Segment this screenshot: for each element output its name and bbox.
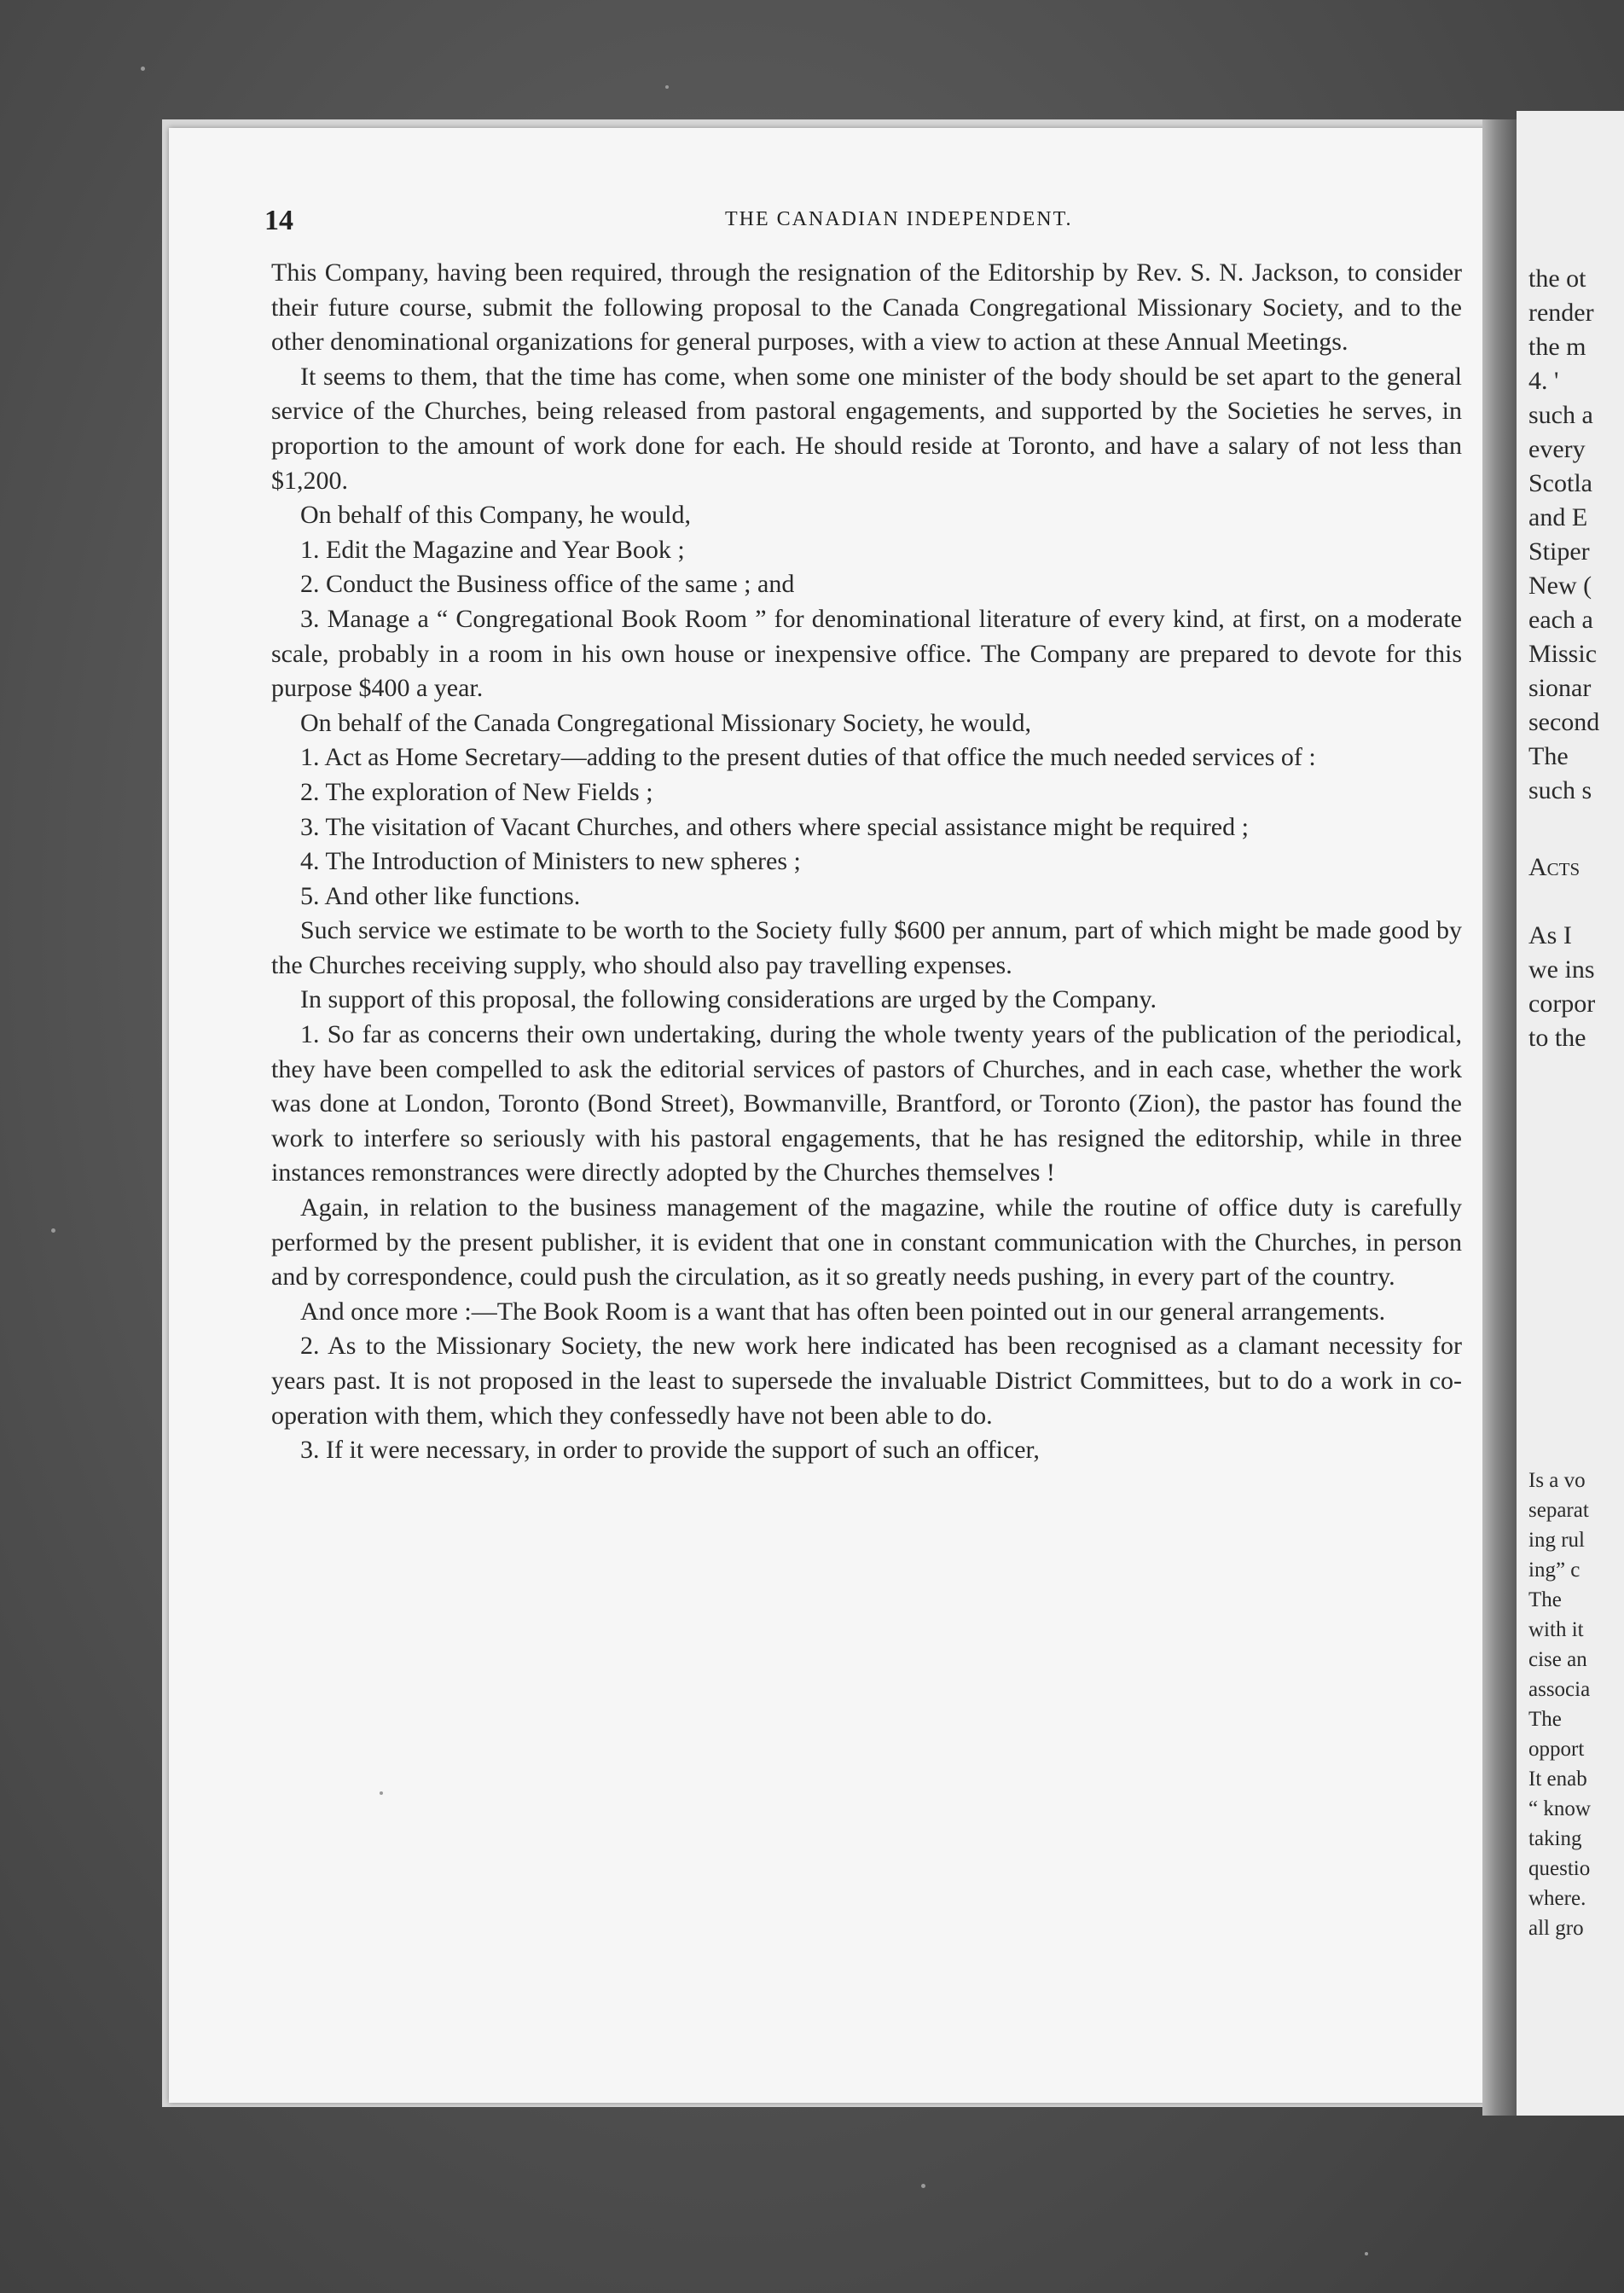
adjacent-line: cise an — [1528, 1648, 1587, 1671]
adjacent-line: corpor — [1528, 990, 1596, 1018]
list-item: 1. Act as Home Secretary—adding to the present duties of that office the much needed services of : — [300, 743, 1316, 772]
scan-speck — [380, 1791, 383, 1795]
adjacent-line: “ know — [1528, 1797, 1591, 1820]
adjacent-line: we ins — [1528, 955, 1595, 984]
adjacent-line: render — [1528, 299, 1594, 327]
list-item: 1. Edit the Magazine and Year Book ; — [300, 535, 685, 564]
adjacent-line: associa — [1528, 1678, 1591, 1701]
list-item: 4. The Introduction of Ministers to new spheres ; — [300, 847, 801, 876]
adjacent-line: Scotla — [1528, 469, 1592, 497]
adjacent-line: Missic — [1528, 640, 1598, 668]
adjacent-line: all gro — [1528, 1917, 1584, 1940]
adjacent-line: such s — [1528, 776, 1592, 804]
adjacent-line: As I — [1528, 921, 1572, 949]
adjacent-line: where. — [1528, 1887, 1586, 1910]
adjacent-line: second — [1528, 708, 1600, 736]
paragraph: And once more :—The Book Room is a want that has often been pointed out in our general arrangements. — [300, 1297, 1386, 1326]
scan-speck — [141, 67, 145, 71]
adjacent-line: such a — [1528, 401, 1593, 429]
adjacent-line: Is a vo — [1528, 1469, 1586, 1492]
page-number: 14 — [264, 205, 293, 236]
adjacent-line: opport — [1528, 1738, 1585, 1761]
list-item: 3. The visitation of Vacant Churches, and others where special assistance might be required ; — [300, 812, 1249, 841]
adjacent-line: each a — [1528, 606, 1593, 634]
paragraph: On behalf of the Canada Congregational Missionary Society, he would, — [300, 708, 1032, 737]
adjacent-line: ing rul — [1528, 1529, 1585, 1552]
adjacent-line: The — [1528, 742, 1569, 770]
adjacent-line: taking — [1528, 1827, 1582, 1850]
list-item: 2. Conduct the Business office of the same ; and — [300, 570, 795, 599]
scan-speck — [1365, 2252, 1368, 2255]
adjacent-line: Stiper — [1528, 537, 1590, 566]
adjacent-line: ing” c — [1528, 1559, 1580, 1582]
paragraph: It seems to them, that the time has come, when some one minister of the body should be set apart to the general service of the Churches, being released from pastoral engagements, and supported by the Societies he serves, in proportion to the amount of work done for each. He should reside at Toronto, and have a salary of not less than $1,200. — [271, 362, 1462, 495]
list-item: 1. So far as concerns their own undertaking, during the whole twenty years of the publication of the periodical, they have been compelled to ask the editorial services of pastors of Churches, and in each case, whether the work was done at London, Toronto (Bond Street), Bowmanville, Brantford, or Toronto (Zion), the pastor has found the work to interfere so seriously with his pastoral engagements, that he has resigned the editorship, while in three instances remonstrances were directly adopted by the Churches themselves ! — [271, 1020, 1462, 1187]
adjacent-line: 4. ' — [1528, 367, 1559, 395]
adjacent-line: sionar — [1528, 674, 1592, 702]
adjacent-line: separat — [1528, 1499, 1589, 1522]
page-header — [0, 205, 1624, 239]
paragraph: This Company, having been required, through the resignation of the Editorship by Rev. S. N. Jackson, to consider their future course, submit the following proposal to the Canada Congregational Missionary Society, and to the other denominational organizations for general purposes, with a view to action at these Annual Meetings. — [271, 258, 1462, 357]
adjacent-line: and E — [1528, 503, 1588, 531]
running-title: THE CANADIAN INDEPENDENT. — [725, 208, 1073, 230]
list-item: 3. Manage a “ Congregational Book Room ” for denominational literature of every kind, at first, on a moderate scale, probably in a room in his own house or inexpensive office. The Company are prepared to devote for this purpose $400 a year. — [271, 604, 1462, 703]
paragraph: Such service we estimate to be worth to the Society fully $600 per annum, part of which might be made good by the Churches receiving supply, who should also pay travelling expenses. — [271, 916, 1462, 979]
adjacent-line: The — [1528, 1588, 1562, 1611]
list-item: 5. And other like functions. — [300, 881, 581, 910]
scan-speck — [51, 1228, 55, 1233]
paragraph: Again, in relation to the business management of the magazine, while the routine of office duty is carefully performed by the present publisher, it is evident that one in constant communication with the Churches, in person and by correspondence, could push the circulation, as it so greatly needs pushing, in every part of the country. — [271, 1193, 1462, 1292]
adjacent-line: questio — [1528, 1857, 1591, 1880]
adjacent-line: with it — [1528, 1618, 1584, 1641]
article-body — [271, 256, 1462, 1911]
adjacent-line: the m — [1528, 333, 1586, 361]
scan-speck — [665, 85, 669, 89]
adjacent-line: the ot — [1528, 264, 1586, 293]
adjacent-line: It enab — [1528, 1768, 1587, 1791]
paragraph: In support of this proposal, the following considerations are urged by the Company. — [300, 985, 1157, 1014]
adjacent-line: New ( — [1528, 572, 1592, 600]
list-item: 3. If it were necessary, in order to provide the support of such an officer, — [300, 1436, 1040, 1465]
scan-speck — [921, 2184, 925, 2188]
adjacent-line: to the — [1528, 1024, 1586, 1052]
adjacent-heading: Acts — [1528, 853, 1580, 881]
list-item: 2. As to the Missionary Society, the new work here indicated has been recognised as a clamant necessity for years past. It is not proposed in the least to supersede the invaluable District Committees, but to do a work in co-operation with them, which they confessedly have not been able to do. — [271, 1332, 1462, 1430]
list-item: 2. The exploration of New Fields ; — [300, 777, 653, 806]
adjacent-line: The — [1528, 1708, 1562, 1731]
book-gutter — [1482, 119, 1517, 2116]
paragraph: On behalf of this Company, he would, — [300, 501, 691, 530]
adjacent-line: every — [1528, 435, 1586, 463]
adjacent-page — [1517, 111, 1624, 2116]
